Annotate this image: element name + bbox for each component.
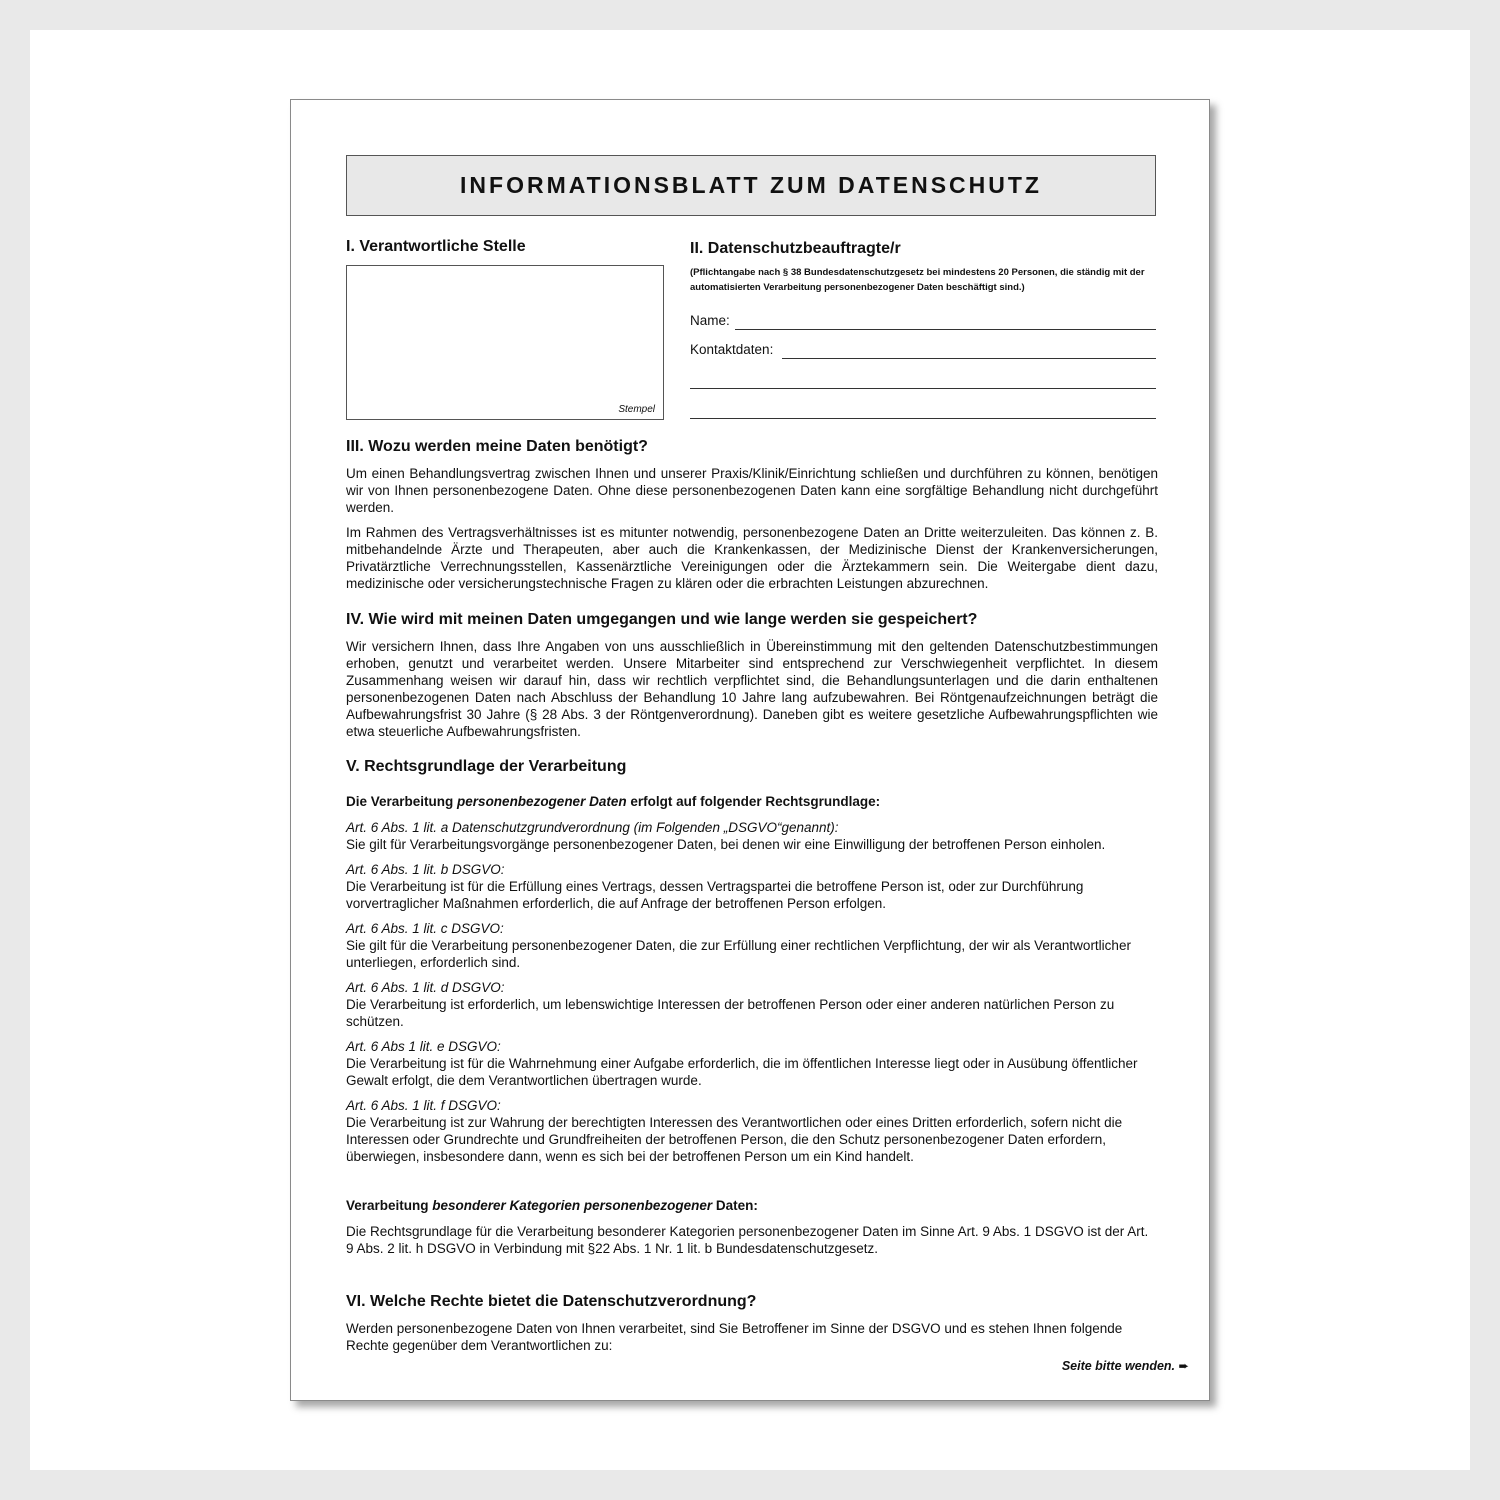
- article-item: Art. 6 Abs 1 lit. e DSGVO: Die Verarbeitung ist für die Wahrnehmung einer Aufgabe erforderlich, die im öffentlichen Interesse liegt oder in Ausübung öffentlicher Gewalt erfolgt, die dem Verantwortlichen übertragen wurde.: [346, 1039, 1138, 1088]
- contact-label: Kontaktdaten:: [690, 342, 774, 357]
- special-categories-heading: Verarbeitung besonderer Kategorien personenbezogener Daten:: [346, 1198, 758, 1213]
- section-1-heading: I. Verantwortliche Stelle: [346, 238, 526, 255]
- arrow-right-icon: ➨: [1178, 1359, 1189, 1373]
- section-6-heading: VI. Welche Rechte bietet die Datenschutzverordnung?: [346, 1293, 757, 1310]
- stamp-label: Stempel: [618, 404, 655, 415]
- article-item: Art. 6 Abs. 1 lit. b DSGVO: Die Verarbeitung ist für die Erfüllung eines Vertrags, dessen Vertragspartei die betroffene Person ist, oder zur Durchführung vorvertraglicher Maßnahmen erforderlich, die auf Anfrage der betroffenen Person erfolgen.: [346, 862, 1084, 911]
- section-6-paragraph: Werden personenbezogene Daten von Ihnen verarbeitet, sind Sie Betroffener im Sinne der DSGVO und es stehen Ihnen folgende Rechte gegenüber dem Verantwortlichen zu:: [346, 1321, 1123, 1353]
- section-2-heading: II. Datenschutzbeauftragte/r: [690, 240, 901, 257]
- article-item: Art. 6 Abs. 1 lit. a Datenschutzgrundverordnung (im Folgenden „DSGVO“genannt): Sie gilt für Verarbeitungsvorgänge personenbezogener Daten, bei denen wir eine Einwilligung der betroffenen Person einholen.: [346, 820, 1106, 852]
- document-title: INFORMATIONSBLATT ZUM DATENSCHUTZ: [346, 155, 1156, 216]
- document-page: [290, 99, 1210, 1401]
- name-field[interactable]: [735, 329, 1156, 330]
- article-item: Art. 6 Abs. 1 lit. d DSGVO: Die Verarbeitung ist erforderlich, um lebenswichtige Interessen der betroffenen Person oder einer anderen natürlichen Person zu schützen.: [346, 980, 1115, 1029]
- contact-field-line-2[interactable]: [690, 388, 1156, 389]
- section-3-heading: III. Wozu werden meine Daten benötigt?: [346, 438, 648, 455]
- section-3-paragraph-2: Im Rahmen des Vertragsverhältnisses ist es mitunter notwendig, personenbezogene Daten an Dritte weiterzuleiten. Das können z. B. mitbehandelnde Ärzte und Therapeuten, aber auch die Krankenkassen, der Medizinische Dienst der Krankenversicherungen, Privatärztliche Verrechnungsstellen, Kassenärztliche Vereinigungen oder die Ärztekammern sein. Die Weitergabe dient dazu, medizinische oder versicherungstechnische Fragen zu klären oder die erbrachten Leistungen abzurechnen.: [346, 525, 1158, 591]
- article-item: Art. 6 Abs. 1 lit. f DSGVO: Die Verarbeitung ist zur Wahrung der berechtigten Interessen des Verantwortlichen oder eines Dritten erforderlich, sofern nicht die Interessen oder Grundrechte und Grundfreiheiten der betroffenen Person, die den Schutz personenbezogener Daten erfordern, überwiegen, insbesondere dann, wenn es sich bei der betroffenen Person um ein Kind handelt.: [346, 1098, 1123, 1164]
- section-3-paragraph-1: Um einen Behandlungsvertrag zwischen Ihnen und unserer Praxis/Klinik/Einrichtung schließen und durchführen zu können, benötigen wir von Ihnen personenbezogene Daten. Ohne diese personenbezogenen Daten kann eine sorgfältige Behandlung nicht durchgeführt werden.: [346, 466, 1158, 515]
- stamp-box[interactable]: [346, 265, 664, 420]
- name-label: Name:: [690, 313, 730, 328]
- turn-page-note: Seite bitte wenden. ➨: [1061, 1359, 1189, 1373]
- section-5-heading: V. Rechtsgrundlage der Verarbeitung: [346, 758, 627, 775]
- contact-field[interactable]: [782, 358, 1156, 359]
- legal-basis-intro: Die Verarbeitung personenbezogener Daten erfolgt auf folgender Rechtsgrundlage:: [346, 794, 881, 809]
- section-4-paragraph: Wir versichern Ihnen, dass Ihre Angaben von uns ausschließlich in Übereinstimmung mit den geltenden Datenschutzbestimmungen erhoben, genutzt und verarbeitet werden. Unsere Mitarbeiter sind entsprechend zur Verschwiegenheit verpflichtet. In diesem Zusammenhang weisen wir darauf hin, dass wir rechtlich verpflichtet sind, die Behandlungsunterlagen und die darin enthaltenen personenbezogenen Daten nach Abschluss der Behandlung 10 Jahre lang aufzubewahren. Bei Röntgenaufzeichnungen beträgt die Aufbewahrungsfrist 30 Jahre (§ 28 Abs. 3 der Röntgenverordnung). Daneben gibt es weitere gesetzliche Aufbewahrungspflichten wie etwa steuerliche Aufbewahrungsfristen.: [346, 639, 1158, 739]
- article-item: Art. 6 Abs. 1 lit. c DSGVO: Sie gilt für die Verarbeitung personenbezogener Daten, die zur Erfüllung einer rechtlichen Verpflichtung, der wir als Verantwortlicher unterliegen, erforderlich sind.: [346, 921, 1131, 970]
- special-categories-text: Die Rechtsgrundlage für die Verarbeitung besonderer Kategorien personenbezogener Daten im Sinne Art. 9 Abs. 1 DSGVO ist der Art. 9 Abs. 2 lit. h DSGVO in Verbindung mit §22 Abs. 1 Nr. 1 lit. b Bundesdatenschutzgesetz.: [346, 1224, 1149, 1256]
- dpo-note: (Pflichtangabe nach § 38 Bundesdatenschutzgesetz bei mindestens 20 Personen, die ständig mit der automatisierten Verarbeitung personenbezogener Daten beschäftigt sind.): [690, 267, 1145, 293]
- contact-field-line-3[interactable]: [690, 418, 1156, 419]
- section-4-heading: IV. Wie wird mit meinen Daten umgegangen und wie lange werden sie gespeichert?: [346, 611, 978, 628]
